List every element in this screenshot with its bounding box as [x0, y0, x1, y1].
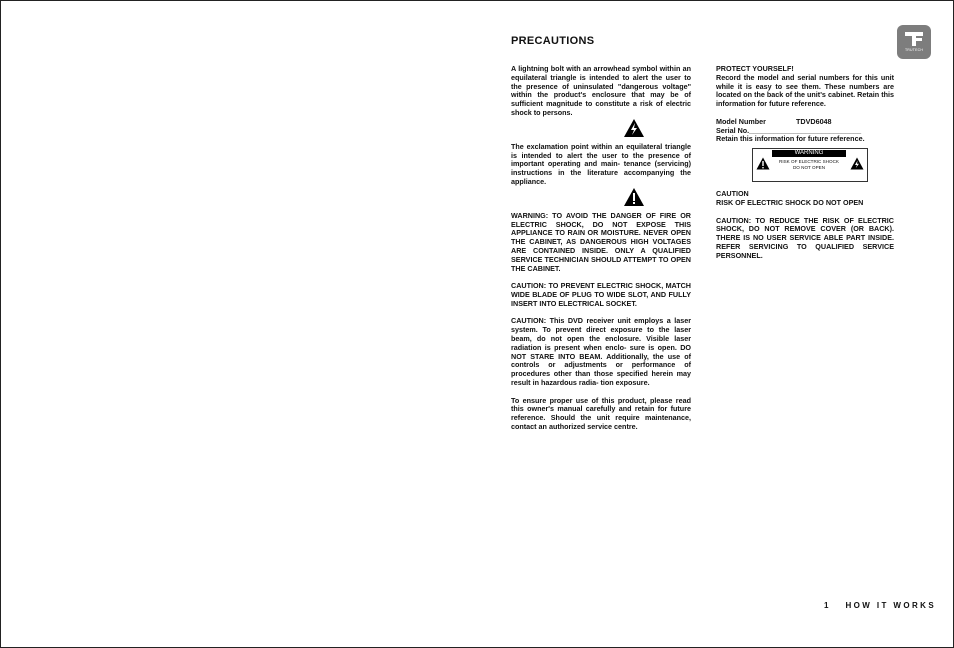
- exclamation-symbol-text: The exclamation point within an equilateral triangle is intended to alert the user to the presence of important operating and main- tenance (servicing) instructions in the literature accompanying the appliance.: [511, 141, 691, 186]
- plug-caution: CAUTION: TO PREVENT ELECTRIC SHOCK, MATCH WIDE BLADE OF PLUG TO WIDE SLOT, AND FULLY INSERT INTO ELECTRICAL SOCKET.: [511, 281, 691, 308]
- fire-shock-warning: WARNING: TO AVOID THE DANGER OF FIRE OR ELECTRIC SHOCK, DO NOT EXPOSE THIS APPLIANCE TO RAIN OR MOISTURE. NEVER OPEN THE CABINET, AS DANGEROUS HIGH VOLTAGES ARE CONTAINED INSIDE. ONLY A QUALIFIED SERVICE TECHNICIAN SHOULD ATTEMPT TO OPEN THE CABINET.: [511, 210, 691, 273]
- lightning-triangle-icon: [850, 157, 864, 170]
- lightning-symbol-text: A lightning bolt with an arrowhead symbol within an equilateral triangle is intended to alert the user to the presence of uninsulated "dangerous voltage" within the product's enclosure that may be of sufficient magnitude to constitute a risk of electric shock to persons.: [511, 64, 691, 117]
- laser-caution: CAUTION: This DVD receiver unit employs a laser system. To prevent direct exposure to the laser beam, do not open the enclosure. Visible laser radiation is present when enclo- sure is open. DO NOT STARE INTO BEAM. Additionally, the use of controls or adjustments or performance of procedures other than those specified herein may result in hazardous radia- tion exposure.: [511, 316, 691, 387]
- left-column: [511, 65, 691, 432]
- protect-heading: PROTECT YOURSELF!: [716, 64, 794, 73]
- section-title: HOW IT WORKS: [845, 601, 937, 610]
- caution-heading: CAUTION: [716, 189, 749, 199]
- exclamation-triangle-icon: [756, 157, 770, 170]
- page-footer: [824, 601, 936, 610]
- protect-text: Record the model and serial numbers for this unit while it is easy to see them. These numbers are located on the back of the unit's cabinet. Retain this information for future reference.: [716, 72, 894, 109]
- page-title: PRECAUTIONS: [511, 35, 595, 47]
- logo-text: TRUTECH: [904, 48, 924, 52]
- retain-text: Retain this information for future reference.: [716, 134, 865, 144]
- page-number: 1: [824, 601, 831, 610]
- lightning-triangle-icon: [511, 118, 691, 143]
- warning-label-line2: DO NOT OPEN: [792, 164, 826, 170]
- warning-label-box: [752, 148, 868, 182]
- warning-label-title: WARNING: [772, 150, 846, 157]
- warning-label-line1: RISK OF ELECTRIC SHOCK: [779, 159, 839, 165]
- model-label: Model Number: [716, 116, 766, 126]
- manual-note: To ensure proper use of this product, please read this owner's manual carefully and retain for future reference. Should the unit require maintenance, contact an authorized service centre.: [511, 395, 691, 431]
- right-column: [716, 65, 894, 261]
- model-value: TDVD6048: [796, 116, 832, 126]
- caution-text: RISK OF ELECTRIC SHOCK DO NOT OPEN: [716, 197, 864, 207]
- serial-label: Serial No.: [716, 125, 750, 135]
- serial-line: ____________________________: [749, 125, 862, 135]
- warning-label-text: [772, 159, 846, 170]
- exclamation-triangle-icon: [511, 187, 691, 212]
- cover-caution: CAUTION: TO REDUCE THE RISK OF ELECTRIC SHOCK, DO NOT REMOVE COVER (OR BACK). THERE IS NO USER SERVICE ABLE PART INSIDE. REFER SERVICING TO QUALIFIED SERVICE PERSONNEL.: [716, 215, 894, 260]
- brand-logo: [897, 25, 931, 59]
